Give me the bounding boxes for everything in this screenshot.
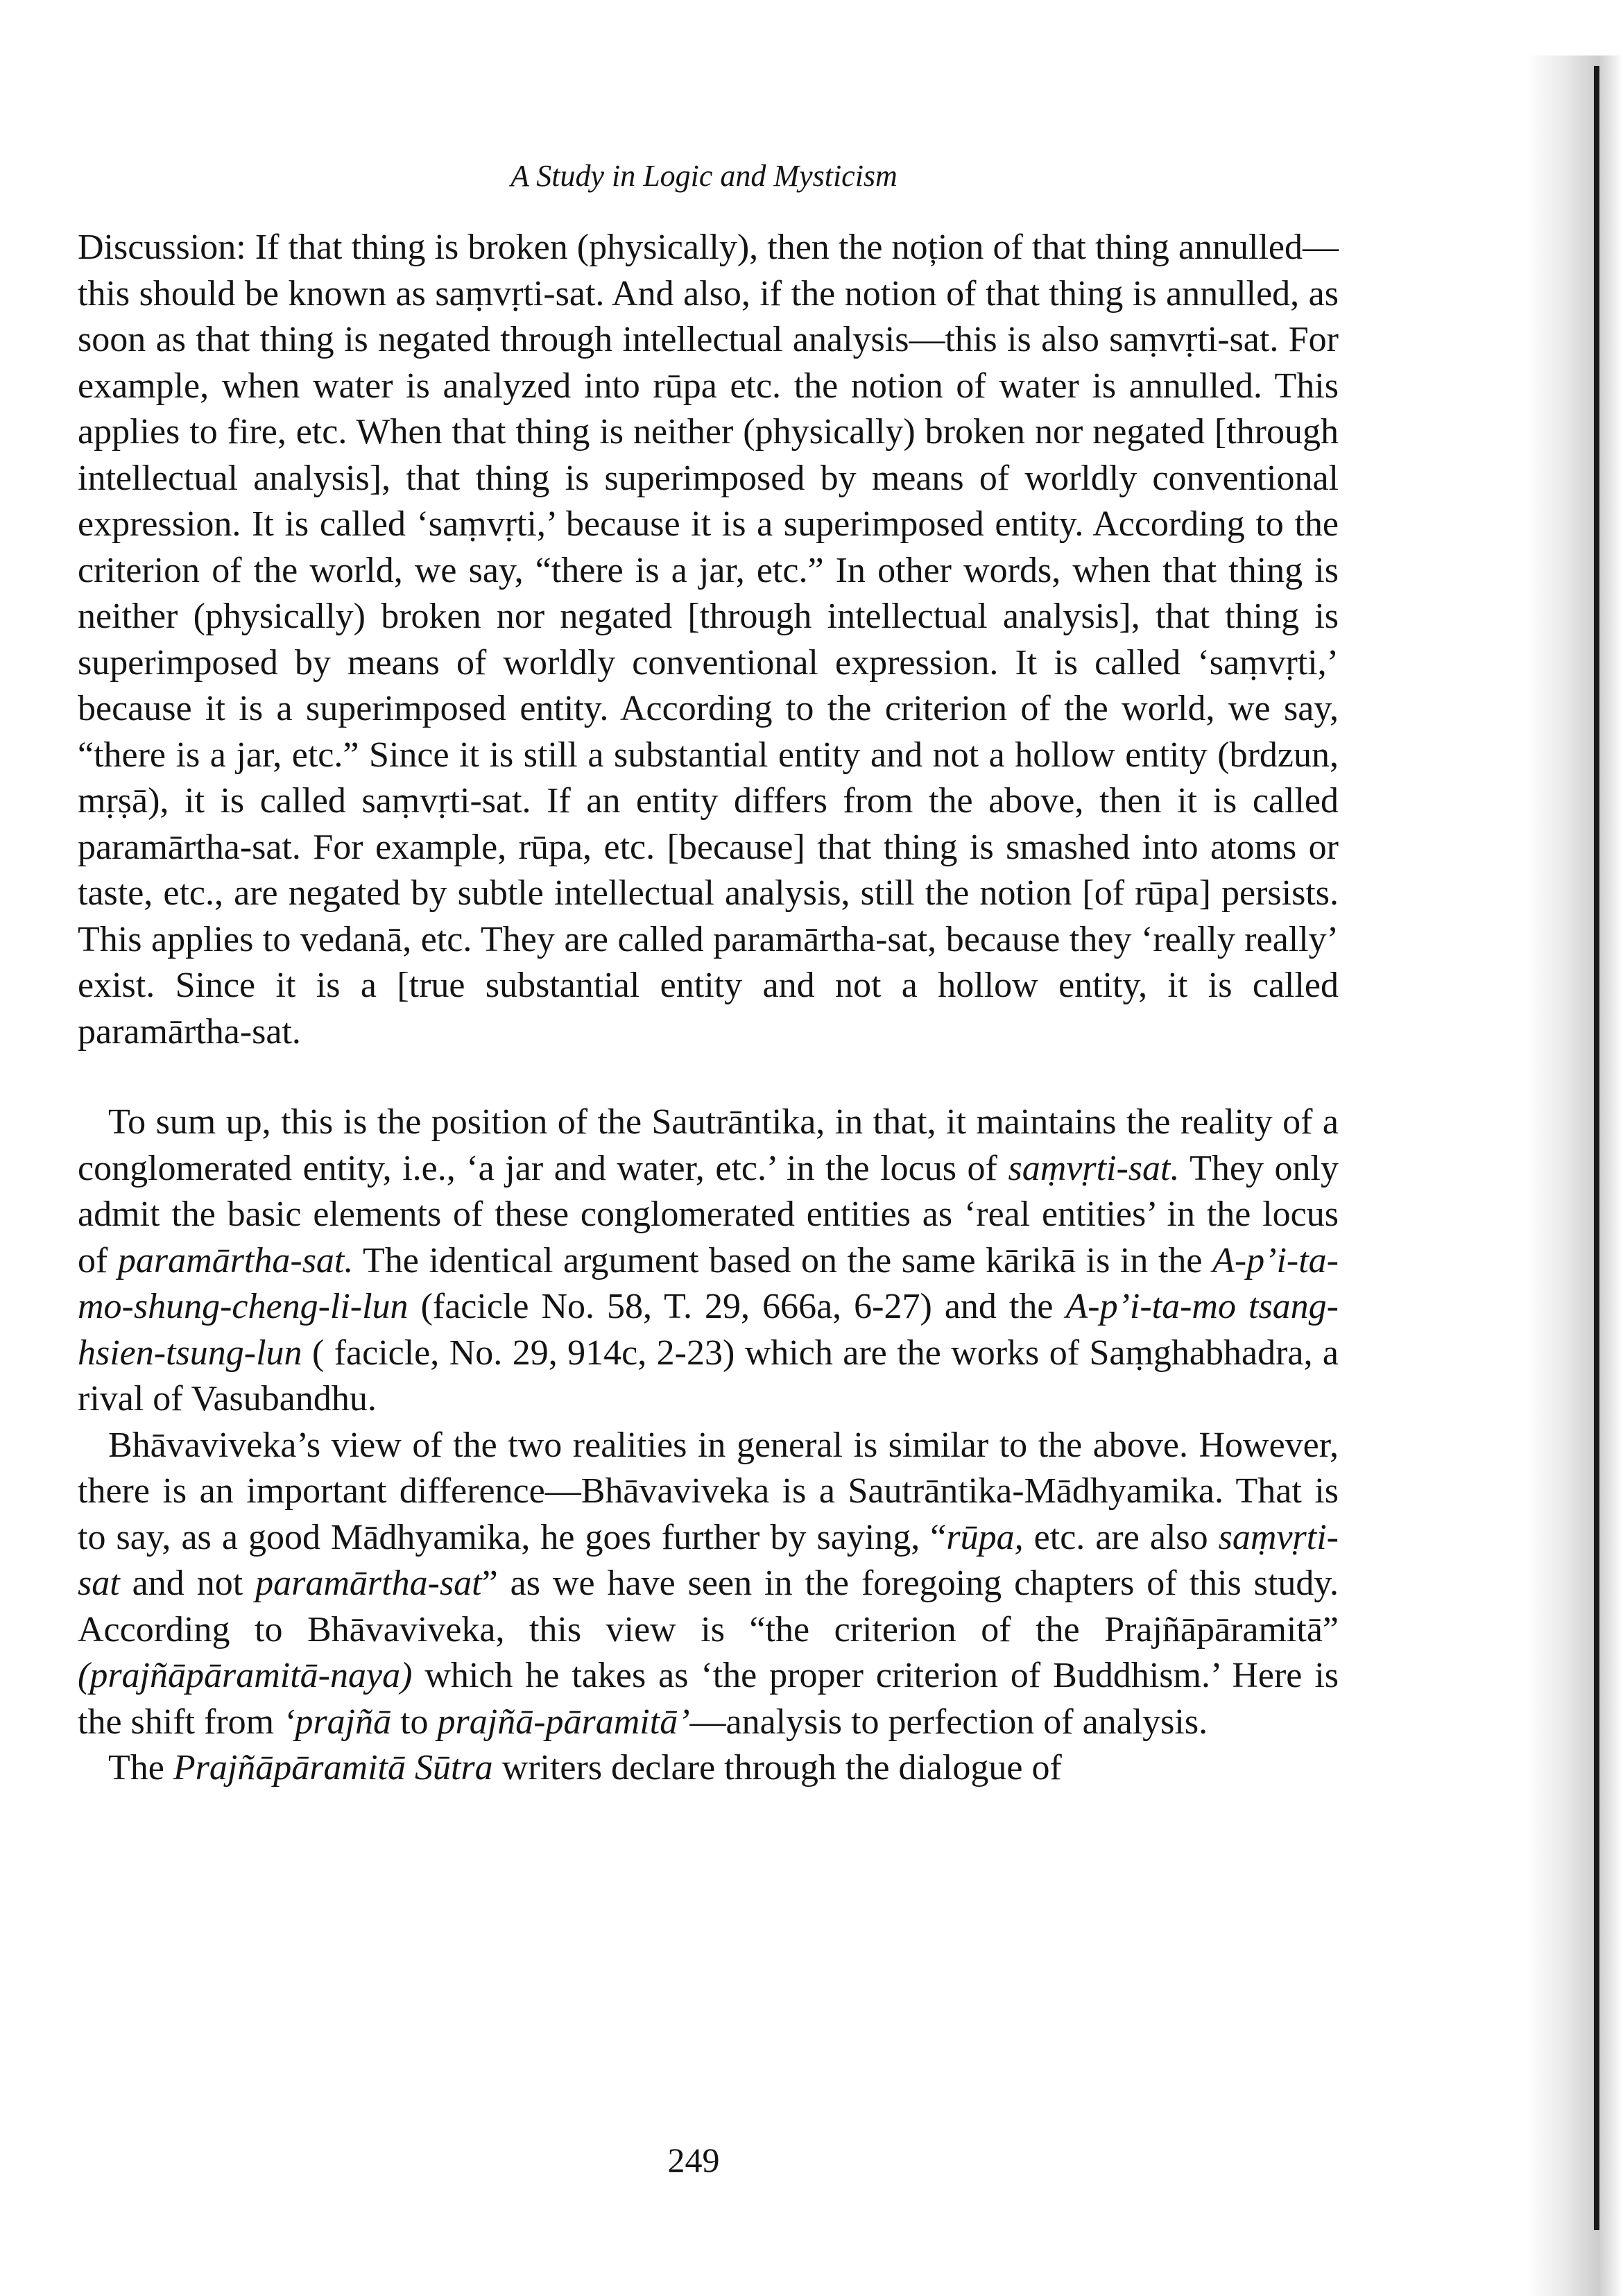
text-run: ” as we have seen in the foregoing chapters of this study. According to Bhāvaviveka, this view is “the criterion of the Prajñāpāramitā” [78, 1563, 1339, 1650]
italic-term: saṃvṛti-sat. [1008, 1148, 1180, 1188]
text-run: (facicle No. 58, T. 29, 666a, 6-27) and the [408, 1287, 1066, 1326]
paragraph-sum-up [78, 1099, 1339, 1423]
italic-term: rūpa, [946, 1517, 1024, 1557]
text-run: which he takes as ‘the proper criterion of Buddhism.’ Here is the shift from [78, 1656, 1339, 1742]
text-run: etc. are also [1023, 1517, 1219, 1557]
italic-term: paramārtha-sat [255, 1563, 482, 1603]
page-edge-shadow [1526, 55, 1623, 2296]
text-run: writers declare through the dialogue of [492, 1748, 1062, 1788]
paragraph-discussion [78, 225, 1339, 1055]
text-run: The [108, 1748, 173, 1788]
italic-term: A-p’i-ta-mo-shung-cheng-li-lun [78, 1240, 1339, 1326]
text-run: Discussion: If that thing is broken (physically), then the noțion of that thing annulled—this should be known as saṃvṛti-sat. And also, if the notion of that thing is annulled, as soon as that thing is negated through intellectual analysis—this is also saṃvṛti-sat. For example, when water is analyzed into rūpa etc. the notion of water is annulled. This applies to fire, etc. When that thing is neither (physically) broken nor negated [through intellectual analysis], that thing is superimposed by means of worldly conventional expression. It is called ‘saṃvṛti,’ because it is a superimposed entity. According to the criterion of the world, we say, “there is a jar, etc.” In other words, when that thing is neither (physically) broken nor negated [through intellectual analysis], that thing is superimposed by means of worldly conventional expression. It is called ‘saṃvṛti,’ because it is a superimposed entity. According to the criterion of the world, we say, “there is a jar, etc.” Since it is still a substantial entity and not a hollow entity (brdzun, mṛṣā), it is called saṃvṛti-sat. If an entity differs from the above, then it is called paramārtha-sat. For example, rūpa, etc. [because] that thing is smashed into atoms or taste, etc., are negated by subtle intellectual analysis, still the notion [of rūpa] persists. This applies to vedanā, etc. They are called paramārtha-sat, because they ‘really really’ exist. Since it is a [true substantial entity and not a hollow entity, it is called paramārtha-sat. [78, 228, 1339, 1052]
italic-term: Prajñāpāramitā Sūtra [173, 1748, 493, 1788]
text-run: —analysis to perfection of analysis. [689, 1702, 1208, 1742]
text-run: ( facicle, No. 29, 914c, 2-23) which are the works of Saṃghabhadra, a rival of Vasubandhu. [78, 1333, 1339, 1419]
paragraph-prajnaparamita [78, 1745, 1339, 1792]
italic-term: A-p’i-ta-mo tsang-hsien-tsung-lun [78, 1287, 1339, 1373]
page-edge-line [1594, 66, 1599, 2230]
italic-term: prajñā-pāramitā’ [437, 1702, 690, 1742]
running-head: A Study in Logic and Mysticism [510, 159, 898, 193]
body-text [78, 225, 1339, 1792]
text-run: to [391, 1702, 438, 1742]
text-run: They only admit the basic elements of these conglomerated entities as ‘real entities’ in the locus of [78, 1148, 1339, 1280]
italic-term: ‘prajñā [283, 1702, 392, 1742]
text-run: To sum up, this is the position of the Sautrāntika, in that, it maintains the reality of a conglomerated entity, i.e., ‘a jar and water, etc.’ in the locus of [78, 1102, 1339, 1188]
italic-term: saṃvṛti-sat [78, 1517, 1339, 1603]
paragraph-bhavaviveka [78, 1423, 1339, 1746]
italic-term: paramārtha-sat. [117, 1240, 354, 1280]
text-run: and not [119, 1563, 256, 1603]
text-run: Bhāvaviveka’s view of the two realities in general is similar to the above. However, there is an important difference—Bhāvaviveka is a Sautrāntika-Mādhyamika. That is to say, as a good Mādhyamika, he goes further by saying, “ [78, 1425, 1339, 1557]
text-run: The identical argument based on the same kārikā is in the [353, 1240, 1213, 1280]
italic-term: (prajñāpāramitā-naya) [78, 1656, 413, 1695]
page-number: 249 [667, 2141, 720, 2179]
